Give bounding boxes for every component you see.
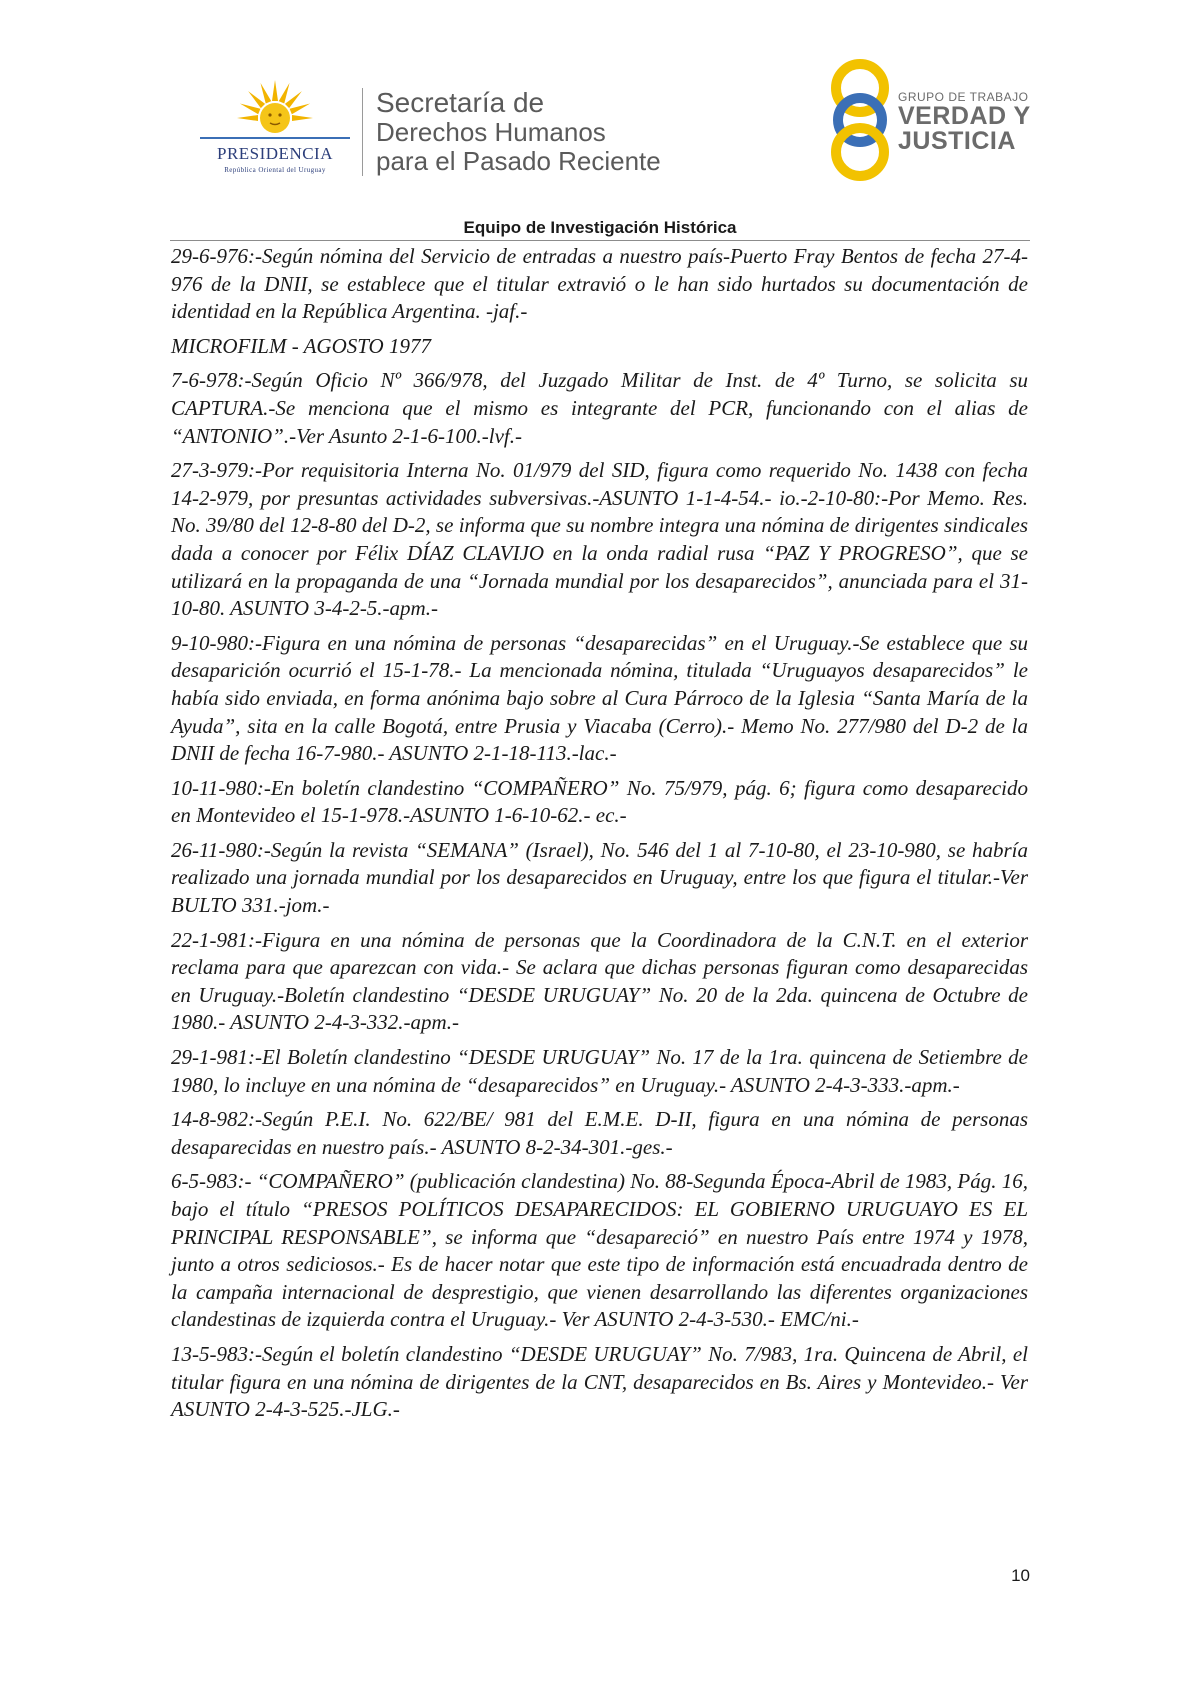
justicia-label: JUSTICIA bbox=[898, 127, 1016, 155]
verdad-justicia-text bbox=[898, 90, 1031, 154]
record-entry: 27-3-979:-Por requisitoria Interna No. 01/979 del SID, figura como requerido No. 1438 con fecha 14-2-979, por presuntas actividades subversivas.-ASUNTO 1-1-4-54.- io.-2-10-80:-Por Memo. Res. No. 39/80 del 12-8-80 del D-2, se informa que su nombre integra una nómina de dirigentes sindicales dada a conocer por Félix DÍAZ CLAVIJO en la onda radial rusa “PAZ Y PROGRESO”, que se utilizará en la propaganda de una “Jornada mundial por los desaparecidos”, anunciada para el 31-10-80. ASUNTO 3-4-2-5.-apm.- bbox=[171, 458, 1028, 621]
grupo-label: GRUPO DE TRABAJO bbox=[898, 90, 1029, 104]
record-entry: 29-1-981:-El Boletín clandestino “DESDE URUGUAY” No. 17 de la 1ra. quincena de Setiembre de 1980, lo incluye en una nómina de “desaparecidos” en Uruguay.- ASUNTO 2-4-3-333.-apm.- bbox=[171, 1045, 1028, 1097]
logo-divider bbox=[362, 88, 363, 176]
page-number: 10 bbox=[1011, 1566, 1030, 1585]
secretaria-line-3: para el Pasado Reciente bbox=[376, 146, 661, 176]
document-body bbox=[171, 243, 1028, 1431]
page-header bbox=[0, 0, 1190, 215]
record-entry: 9-10-980:-Figura en una nómina de personas “desaparecidas” en el Uruguay.-Se establece que su desaparición ocurrió el 15-1-78.- La mencionada nómina, titulada “Uruguayos desaparecidos” le había sido enviada, en forma anónima bajo sobre al Cura Párroco de la Iglesia “Santa María de la Ayuda”, sita en la calle Bogotá, entre Prusia y Viacaba (Cerro).- Memo No. 277/980 del D-2 de la DNII de fecha 16-7-980.- ASUNTO 2-1-18-113.-lac.- bbox=[171, 630, 1028, 766]
verdad-label: VERDAD Y bbox=[898, 102, 1031, 130]
secretaria-line-2: Derechos Humanos bbox=[376, 117, 606, 147]
record-entry: 6-5-983:- “COMPAÑERO” (publicación clandestina) No. 88-Segunda Época-Abril de 1983, Pág. 16, bajo el título “PRESOS POLÍTICOS DESAPARECIDOS: EL GOBIERNO URUGUAYO ES EL PRINCIPAL RESPONSABLE”, se informa que “desapareció” en nuestro País entre 1974 y 1978, junto a otros sediciosos.- Es de hacer notar que este tipo de información está encuadrada dentro de la campaña internacional de desprestigio, que vienen desarrollando las diferentes organizaciones clandestinas de izquierda contra el Uruguay.- Ver ASUNTO 2-4-3-530.- EMC/ni.- bbox=[171, 1169, 1029, 1332]
record-entry: 22-1-981:-Figura en una nómina de personas que la Coordinadora de la C.N.T. en el exterior reclama para que aparezcan con vida.- Se aclara que dichas personas figuran como desaparecidas en Uruguay.-Boletín clandestino “DESDE URUGUAY” No. 20 de la 2da. quincena de Octubre de 1980.- ASUNTO 2-4-3-332.-apm.- bbox=[171, 927, 1028, 1035]
microfilm-heading: MICROFILM - AGOSTO 1977 bbox=[171, 333, 431, 358]
secretaria-logo-text bbox=[376, 88, 661, 176]
secretaria-line-1: Secretaría de bbox=[376, 87, 545, 118]
presidencia-logo bbox=[195, 78, 355, 178]
linked-rings-icon bbox=[822, 56, 902, 184]
record-entry: 26-11-980:-Según la revista “SEMANA” (Israel), No. 546 del 1 al 7-10-80, el 23-10-980, se habría realizado una jornada mundial por los desaparecidos en Uruguay, entre los que figura el titular.-Ver BULTO 331.-jom.- bbox=[171, 837, 1028, 918]
record-entry: 29-6-976:-Según nómina del Servicio de entradas a nuestro país-Puerto Fray Bentos de fecha 27-4-976 de la DNII, se establece que el titular extravió o le han sido hurtados su documentación de identidad en la República Argentina. -jaf.- bbox=[171, 244, 1028, 324]
presidencia-subtitle: República Oriental del Uruguay bbox=[224, 166, 326, 174]
record-entry: 13-5-983:-Según el boletín clandestino “DESDE URUGUAY” No. 7/983, 1ra. Quincena de Abril, el titular figura en una nómina de dirigentes de la CNT, desaparecidos en Bs. Aires y Montevideo.- Ver ASUNTO 2-4-3-525.-JLG.- bbox=[171, 1341, 1028, 1422]
record-entry: 7-6-978:-Según Oficio Nº 366/978, del Juzgado Militar de Inst. de 4º Turno, se solicita su CAPTURA.-Se menciona que el mismo es integrante del PCR, funcionando con el alias de “ANTONIO”.-Ver Asunto 2-1-6-100.-lvf.- bbox=[171, 368, 1028, 448]
presidencia-name: PRESIDENCIA bbox=[216, 144, 333, 163]
team-title: Equipo de Investigación Histórica bbox=[463, 218, 737, 237]
record-entry: 14-8-982:-Según P.E.I. No. 622/BE/ 981 del E.M.E. D-II, figura en una nómina de personas desaparecidas en nuestro país.- ASUNTO 8-2-34-301.-ges.- bbox=[171, 1107, 1028, 1159]
record-entry: 10-11-980:-En boletín clandestino “COMPAÑERO” No. 75/979, pág. 6; figura como desaparecido en Montevideo el 15-1-978.-ASUNTO 1-6-10-62.- ec.- bbox=[171, 775, 1028, 828]
header-rule bbox=[170, 240, 1030, 241]
sun-icon bbox=[195, 78, 355, 144]
